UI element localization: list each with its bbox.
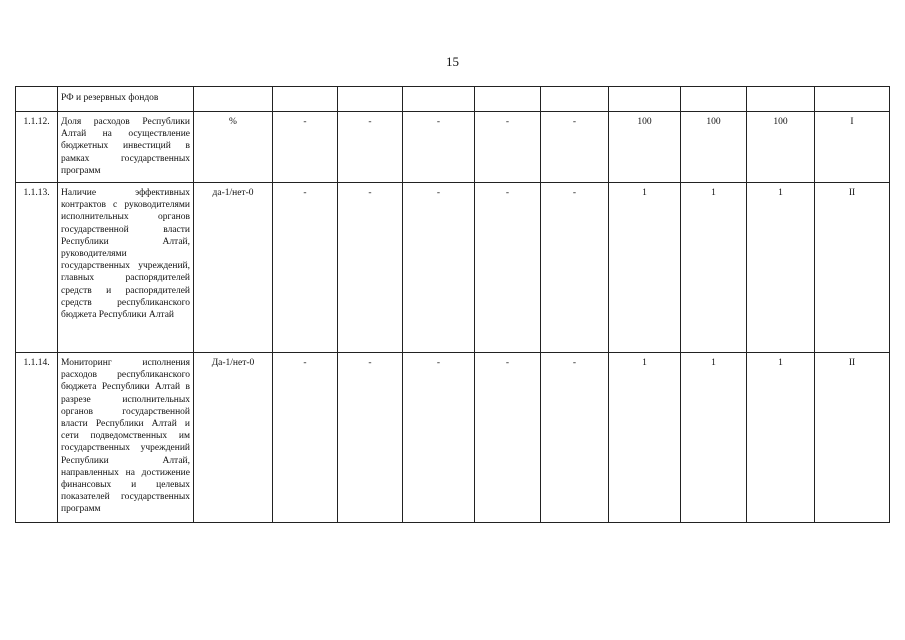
value-cell xyxy=(609,87,681,112)
value-cell: 1 xyxy=(747,183,815,353)
value-cell xyxy=(747,87,815,112)
indicator-name: Мониторинг исполнения расходов республиканского бюджета Республики Алтай в разрезе исполнительных органов государственной власти Республики Алтай и сети подведомственных им государственных учреждений Республики Алтай, направленных на достижение финансовых и целевых показателей государственных программ xyxy=(58,353,194,523)
value-cell: 1 xyxy=(747,353,815,523)
value-cell: 1 xyxy=(609,353,681,523)
value-cell: 1 xyxy=(609,183,681,353)
value-cell xyxy=(815,87,890,112)
indicator-name: Доля расходов Республики Алтай на осуществление бюджетных инвестиций в рамках государственных программ xyxy=(58,112,194,183)
value-cell: - xyxy=(475,112,541,183)
value-cell: - xyxy=(403,183,475,353)
value-cell: II xyxy=(815,353,890,523)
value-cell: 100 xyxy=(609,112,681,183)
value-cell: 1 xyxy=(681,183,747,353)
value-cell: - xyxy=(338,353,403,523)
value-cell: - xyxy=(475,183,541,353)
value-cell xyxy=(403,87,475,112)
value-cell: - xyxy=(273,353,338,523)
indicators-table xyxy=(15,86,890,523)
row-number: 1.1.14. xyxy=(16,353,58,523)
value-cell: - xyxy=(338,112,403,183)
value-cell: 100 xyxy=(681,112,747,183)
unit-cell: Да-1/нет-0 xyxy=(194,353,273,523)
value-cell: - xyxy=(273,183,338,353)
row-number: 1.1.12. xyxy=(16,112,58,183)
value-cell: - xyxy=(403,112,475,183)
value-cell: - xyxy=(541,353,609,523)
value-cell: - xyxy=(273,112,338,183)
table-row xyxy=(16,87,890,112)
unit-cell: да-1/нет-0 xyxy=(194,183,273,353)
value-cell: 100 xyxy=(747,112,815,183)
indicator-name: Наличие эффективных контрактов с руководителями исполнительных органов государственной власти Республики Алтай, руководителями государственных учреждений, главных распорядителей средств и распорядителей средств республиканского бюджета Республики Алтай xyxy=(58,183,194,353)
value-cell: I xyxy=(815,112,890,183)
value-cell: - xyxy=(403,353,475,523)
value-cell xyxy=(273,87,338,112)
row-number xyxy=(16,87,58,112)
value-cell xyxy=(338,87,403,112)
value-cell xyxy=(681,87,747,112)
unit-cell xyxy=(194,87,273,112)
value-cell: II xyxy=(815,183,890,353)
value-cell: - xyxy=(475,353,541,523)
indicator-name: РФ и резервных фондов xyxy=(58,87,194,112)
value-cell: - xyxy=(541,112,609,183)
value-cell xyxy=(475,87,541,112)
page-number: 15 xyxy=(446,54,459,69)
table-row xyxy=(16,112,890,183)
table-row xyxy=(16,353,890,523)
value-cell: - xyxy=(541,183,609,353)
value-cell xyxy=(541,87,609,112)
value-cell: 1 xyxy=(681,353,747,523)
unit-cell: % xyxy=(194,112,273,183)
table-row xyxy=(16,183,890,353)
row-number: 1.1.13. xyxy=(16,183,58,353)
value-cell: - xyxy=(338,183,403,353)
